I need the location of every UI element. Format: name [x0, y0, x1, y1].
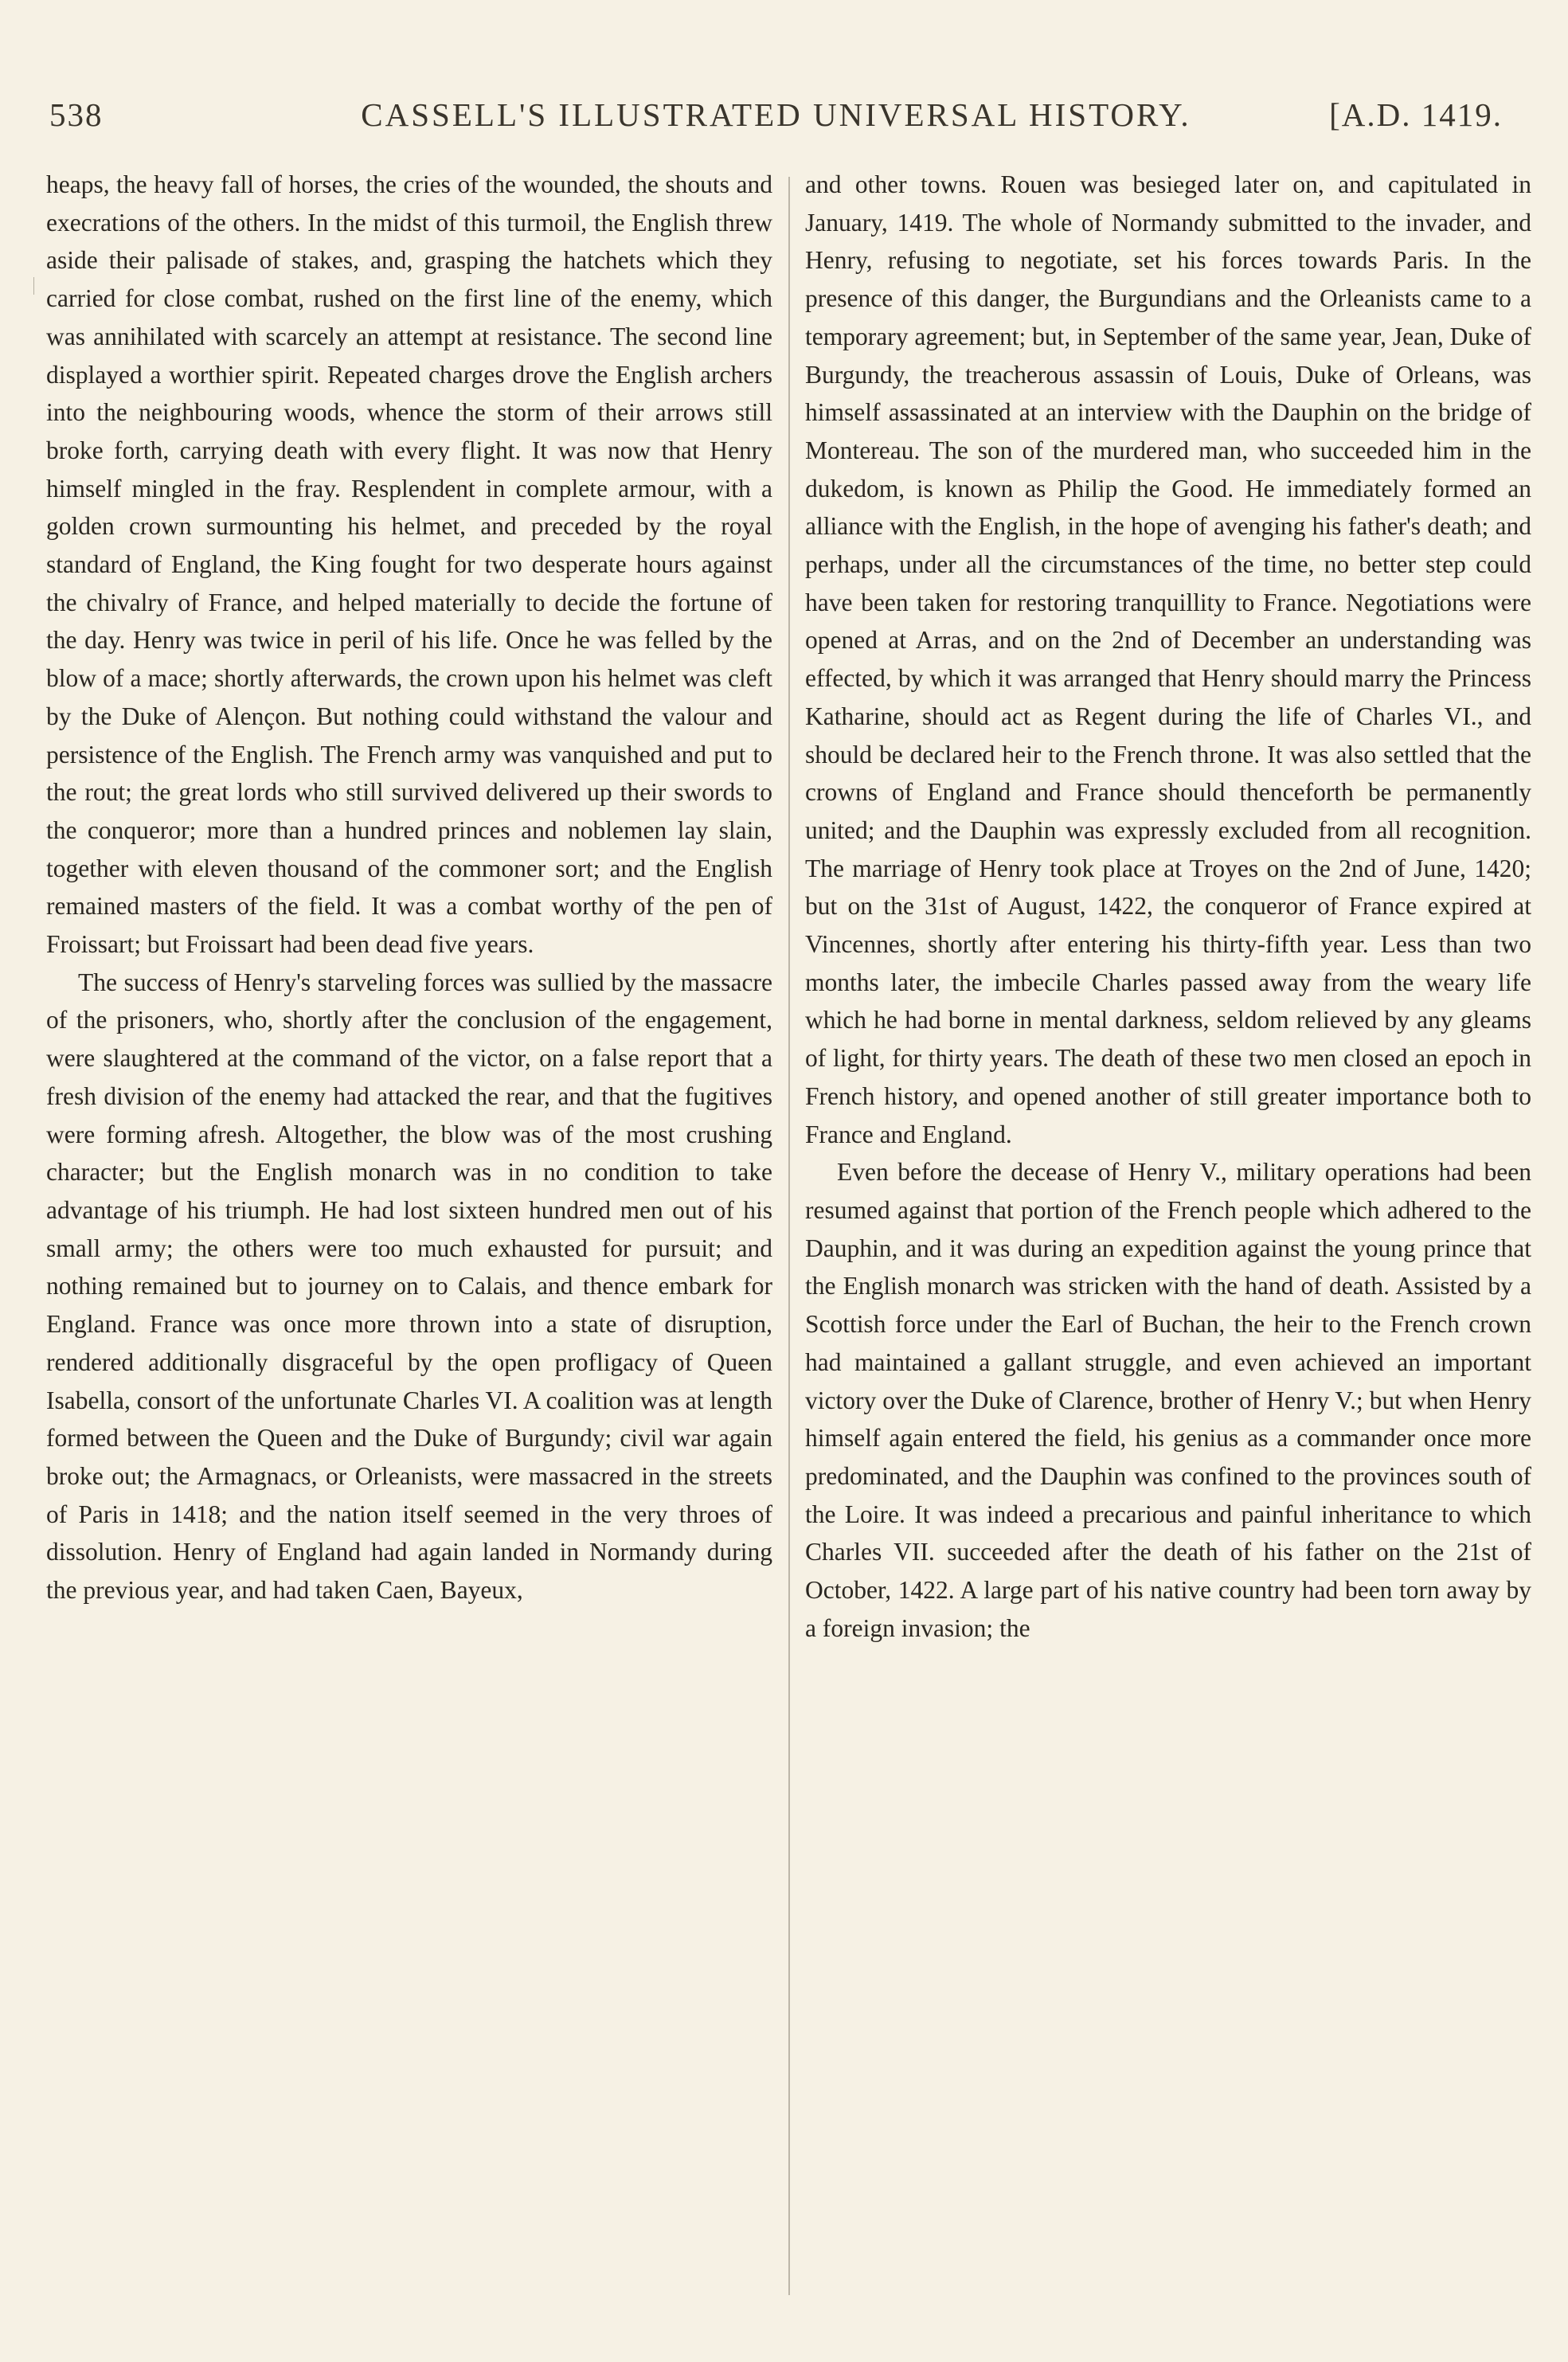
margin-mark	[33, 277, 34, 295]
paragraph: and other towns. Rouen was besieged later on, and capitulated in January, 1419. The whole of Normandy submitted to the invader, and Henry, refusing to negotiate, set his forces towards Paris. In the presence of this danger, the Burgundians and the Orleanists came to a temporary agreement; but, in September of the same year, Jean, Duke of Burgundy, the treacherous assassin of Louis, Duke of Orleans, was himself assassinated at an interview with the Dauphin on the bridge of Montereau. The son of the murdered man, who succeeded him in the dukedom, is known as Philip the Good. He immediately formed an alliance with the English, in the hope of avenging his father's death; and perhaps, under all the circumstances of the time, no better step could have been taken for restoring tranquillity to France. Negotiations were opened at Arras, and on the 2nd of December an understanding was effected, by which it was arranged that Henry should marry the Princess Katharine, should act as Regent during the life of Charles VI., and should be declared heir to the French throne. It was also settled that the crowns of England and France should thenceforth be permanently united; and the Dauphin was expressly excluded from all recognition. The marriage of Henry took place at Troyes on the 2nd of June, 1420; but on the 31st of August, 1422, the conqueror of France expired at Vincennes, shortly after entering his thirty-fifth year. Less than two months later, the imbecile Charles passed away from the weary life which he had borne in mental darkness, seldom relieved by any gleams of light, for thirty years. The death of these two men closed an epoch in French history, and opened another of still greater importance both to France and England.	[805, 170, 1531, 1148]
page-number: 538	[49, 96, 104, 133]
running-title: CASSELL'S ILLUSTRATED UNIVERSAL HISTORY.	[361, 96, 1191, 133]
header-date: [A.D. 1419.	[1329, 96, 1503, 133]
column-divider	[788, 177, 790, 2295]
running-header	[49, 89, 1503, 137]
left-column	[46, 166, 772, 2332]
paragraph: heaps, the heavy fall of horses, the cries of the wounded, the shouts and execrations of the others. In the midst of this turmoil, the English threw aside their palisade of stakes, and, grasping the hatchets which they carried for close combat, rushed on the first line of the enemy, which was annihilated with scarcely an attempt at resistance. The second line displayed a worthier spirit. Repeated charges drove the English archers into the neighbouring woods, whence the storm of their arrows still broke forth, carrying death with every flight. It was now that Henry himself mingled in the fray. Resplendent in complete armour, with a golden crown surmounting his helmet, and preceded by the royal standard of England, the King fought for two desperate hours against the chivalry of France, and helped materially to decide the fortune of the day. Henry was twice in peril of his life. Once he was felled by the blow of a mace; shortly afterwards, the crown upon his helmet was cleft by the Duke of Alençon. But nothing could withstand the valour and persistence of the English. The French army was vanquished and put to the rout; the great lords who still survived delivered up their swords to the conqueror; more than a hundred princes and noblemen lay slain, together with eleven thousand of the commoner sort; and the English remained masters of the field. It was a combat worthy of the pen of Froissart; but Froissart had been dead five years.	[46, 170, 772, 959]
paragraph: The success of Henry's starveling forces was sullied by the massacre of the prisoners, who, shortly after the conclusion of the engagement, were slaughtered at the command of the victor, on a false report that a fresh division of the enemy had attacked the rear, and that the fugitives were forming afresh. Altogether, the blow was of the most crushing character; but the English monarch was in no condition to take advantage of his triumph. He had lost sixteen hundred men out of his small army; the others were too much exhausted for pursuit; and nothing remained but to journey on to Calais, and thence embark for England. France was once more thrown into a state of disruption, rendered additionally disgraceful by the open profligacy of Queen Isabella, consort of the unfortunate Charles VI. A coalition was at length formed between the Queen and the Duke of Burgundy; civil war again broke out; the Armagnacs, or Orleanists, were massacred in the streets of Paris in 1418; and the nation itself seemed in the very throes of dissolution. Henry of England had again landed in Normandy during the previous year, and had taken Caen, Bayeux,	[46, 968, 772, 1605]
right-column	[805, 166, 1531, 2332]
paragraph: Even before the decease of Henry V., military operations had been resumed against that portion of the French people which adhered to the Dauphin, and it was during an expedition against the young prince that the English monarch was stricken with the hand of death. Assisted by a Scottish force under the Earl of Buchan, the heir to the French crown had maintained a gallant struggle, and even achieved an important victory over the Duke of Clarence, brother of Henry V.; but when Henry himself again entered the field, his genius as a commander once more predominated, and the Dauphin was confined to the provinces south of the Loire. It was indeed a precarious and painful inheritance to which Charles VII. succeeded after the death of his father on the 21st of October, 1422. A large part of his native country had been torn away by a foreign invasion; the	[805, 1158, 1531, 1642]
